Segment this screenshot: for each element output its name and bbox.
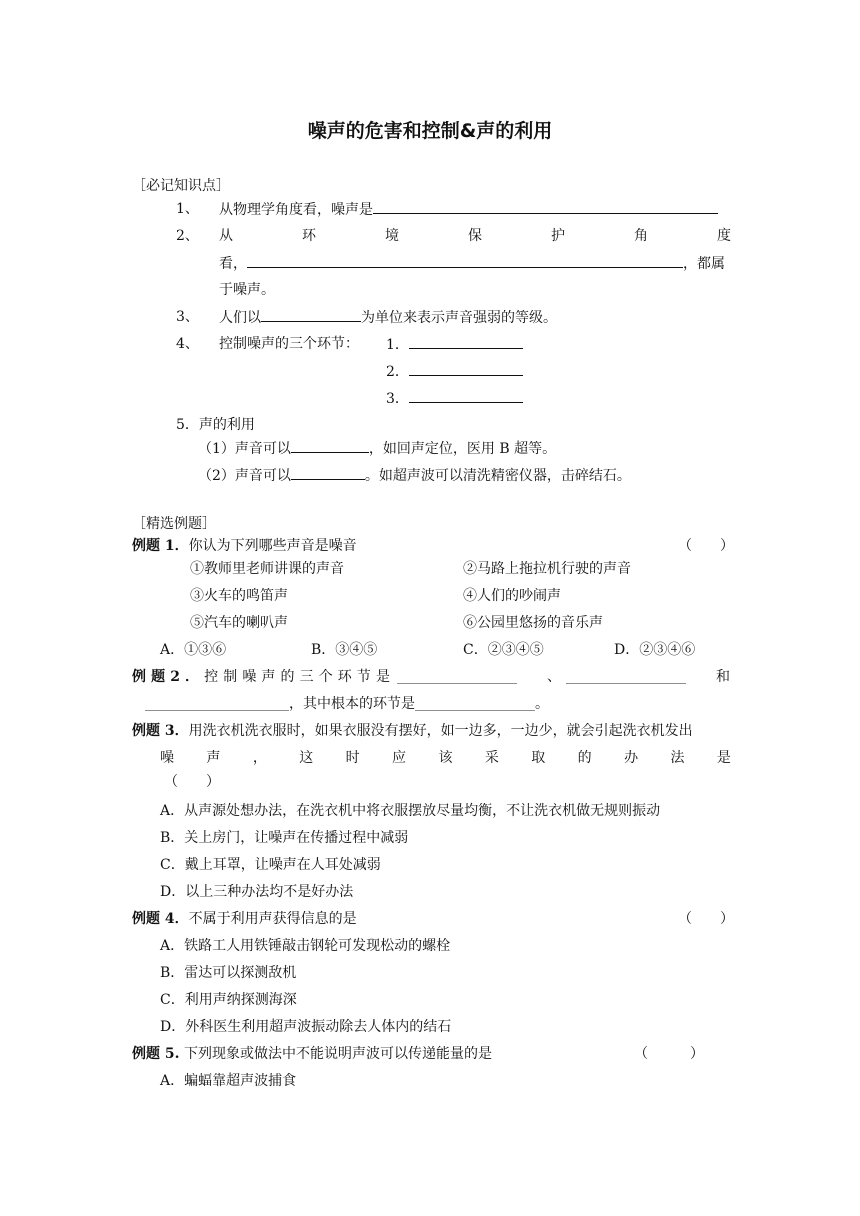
item-2-dushu: ，都属 [683, 256, 725, 272]
question-3-answer-paren[interactable]: （ ） [164, 774, 220, 790]
question-3-stem [132, 721, 693, 741]
question-1-answer-paren[interactable]: （ ） [678, 538, 734, 554]
question-4-option-b[interactable]: B．雷达可以探测敌机 [160, 965, 297, 981]
item-2-spread-line [219, 226, 731, 246]
step-3-label: 3． [386, 391, 409, 407]
item-5-heading: 5．声的利用 [176, 417, 255, 433]
question-3-char: 法 [670, 750, 685, 766]
part-1-label: （1）声音可以 [198, 441, 291, 457]
page-title: 噪声的危害和控制&声的利用 [307, 120, 553, 142]
question-3-char: 噪 [160, 750, 174, 766]
question-2-blank-1[interactable]: ____________________ [397, 670, 517, 684]
question-1-statement: ⑤汽车的喇叭声 [190, 615, 288, 631]
question-4-stem [132, 909, 357, 929]
item-2-blank[interactable] [247, 253, 683, 268]
item-3-label: 人们以 [219, 310, 261, 326]
question-4-answer-paren[interactable]: （ ） [678, 911, 734, 927]
item-3-rest: 为单位来表示声音强弱的等级。 [361, 310, 557, 326]
question-1-statement: ③火车的鸣笛声 [190, 588, 288, 604]
question-5-label: 例题 5. [132, 1046, 180, 1062]
section-heading-knowledge: ［必记知识点］ [132, 178, 230, 194]
step-1-label: 1． [386, 337, 409, 353]
question-2-char: 声 [261, 669, 276, 685]
question-1-statement: ①教师里老师讲课的声音 [190, 561, 344, 577]
item-2-line-2 [219, 253, 725, 274]
item-3-number: 3、 [176, 309, 199, 325]
question-2-char: 制 [223, 669, 238, 685]
question-5-answer-paren[interactable]: （ ） [634, 1046, 704, 1062]
question-2-char: 节 [356, 669, 371, 685]
item-2-kan: 看， [219, 256, 247, 272]
question-3-char: 办 [624, 750, 639, 766]
question-4-text: 不属于利用声获得信息的是 [188, 911, 357, 927]
question-2-char: 是 [375, 669, 390, 685]
step-3-blank[interactable] [409, 388, 523, 403]
item-4-number: 4、 [176, 336, 199, 352]
section-heading-examples: ［精选例题］ [132, 516, 216, 532]
question-4-option-d[interactable]: D．外科医生利用超声波振动除去人体内的结石 [160, 1019, 452, 1035]
part-1-rest: ，如回声定位，医用 B 超等。 [368, 441, 557, 457]
question-2-char: 三 [299, 669, 314, 685]
part-2-rest: 。如超声波可以清洗精密仪器，击碎结石。 [364, 468, 631, 484]
question-3-option-a[interactable]: A．从声源处想办法，在洗衣机中将衣服摆放尽量均衡，不让洗衣机做无规则振动 [160, 803, 661, 819]
part-2-blank[interactable] [291, 465, 365, 480]
question-3-char: 取 [531, 750, 546, 766]
question-1-option-d[interactable]: D．②③④⑥ [614, 642, 696, 658]
item-4-step-1 [386, 334, 523, 355]
step-2-blank[interactable] [409, 361, 523, 376]
item-2-line-3: 于噪声。 [219, 282, 275, 298]
item-2-char: 保 [468, 228, 482, 244]
item-2-char: 环 [302, 228, 316, 244]
item-2-number: 2、 [176, 228, 199, 244]
item-4-label: 控制噪声的三个环节： [219, 336, 359, 352]
question-3-char: 采 [484, 750, 499, 766]
question-1-label: 例题 1． [132, 538, 189, 554]
question-2-char: 例 [132, 669, 146, 685]
question-2-char: 题 [151, 669, 166, 685]
question-2-and: 和 [716, 669, 730, 685]
item-3-text [219, 307, 557, 328]
question-1-option-b[interactable]: B．③④⑤ [311, 642, 378, 658]
question-4-option-c[interactable]: C．利用声纳探测海深 [160, 992, 297, 1008]
question-4-option-a[interactable]: A．铁路工人用铁锤敲击钢轮可发现松动的螺栓 [160, 938, 451, 954]
question-2-stem [132, 667, 390, 687]
item-1-label: 从物理学角度看，噪声是 [219, 202, 373, 218]
question-3-spread-line [160, 748, 731, 768]
question-5-text: 下列现象或做法中不能说明声波可以传递能量的是 [179, 1046, 492, 1062]
question-3-text: 用洗衣机洗衣服时，如果衣服没有摆好，如一边多，一边少，就会引起洗衣机发出 [188, 723, 693, 739]
question-2-blank-4[interactable]: ____________________ [415, 697, 535, 711]
question-4-label: 例题 4． [132, 911, 189, 927]
question-2-mid: ，其中根本的环节是 [289, 696, 415, 712]
question-1-option-a[interactable]: A．①③⑥ [160, 642, 227, 658]
question-2-line-2 [145, 694, 549, 714]
question-1-text: 你认为下列哪些声音是噪音 [188, 538, 357, 554]
question-3-char: 的 [577, 750, 592, 766]
question-2-blank-3[interactable]: ________________________ [145, 697, 289, 711]
question-3-char: 声 [206, 750, 221, 766]
item-2-char: 从 [219, 228, 233, 244]
question-3-char: 是 [716, 750, 731, 766]
question-5-option-a[interactable]: A．蝙蝠靠超声波捕食 [160, 1073, 297, 1089]
item-1-number: 1、 [176, 201, 199, 217]
question-2-char: ． [185, 669, 200, 685]
item-4-step-2 [386, 361, 523, 382]
item-2-char: 护 [551, 228, 565, 244]
question-3-option-c[interactable]: C．戴上耳罩，让噪声在人耳处减弱 [160, 857, 381, 873]
question-2-char: 2 [170, 669, 180, 685]
part-1-blank[interactable] [291, 438, 369, 453]
question-3-char: 应 [392, 750, 407, 766]
question-1-statement: ④人们的吵闹声 [463, 588, 561, 604]
question-2-blank-2[interactable]: ____________________ [566, 670, 686, 684]
item-1-blank[interactable] [373, 199, 718, 214]
step-1-blank[interactable] [409, 334, 523, 349]
question-1-option-c[interactable]: C．②③④⑤ [463, 642, 544, 658]
question-3-option-d[interactable]: D．以上三种办法均不是好办法 [160, 884, 354, 900]
item-2-char: 境 [385, 228, 399, 244]
item-1-text [219, 199, 718, 220]
question-1-stem [132, 536, 357, 556]
question-2-char: 个 [318, 669, 333, 685]
question-2-char: 环 [337, 669, 352, 685]
question-1-statement: ②马路上拖拉机行驶的声音 [463, 561, 631, 577]
item-5-part-1 [198, 438, 556, 459]
part-2-label: （2）声音可以 [198, 468, 291, 484]
question-5-stem [132, 1044, 492, 1064]
question-3-char: 时 [345, 750, 360, 766]
step-2-label: 2． [386, 364, 409, 380]
question-2-separator: 、 [547, 669, 561, 685]
question-2-end: 。 [535, 696, 549, 712]
question-3-char: 这 [299, 750, 314, 766]
question-2-char: 控 [204, 669, 219, 685]
item-4-step-3 [386, 388, 523, 409]
item-5-part-2 [198, 465, 631, 486]
question-2-char: 的 [280, 669, 295, 685]
question-3-char: ， [252, 750, 267, 766]
question-2-char: 噪 [242, 669, 257, 685]
question-3-label: 例题 3． [132, 723, 189, 739]
item-2-char: 角 [634, 228, 648, 244]
question-1-statement: ⑥公园里悠扬的音乐声 [463, 615, 603, 631]
item-3-blank[interactable] [261, 307, 361, 322]
question-3-char: 该 [438, 750, 453, 766]
item-2-char: 度 [717, 228, 731, 244]
question-3-option-b[interactable]: B．关上房门，让噪声在传播过程中减弱 [160, 830, 409, 846]
